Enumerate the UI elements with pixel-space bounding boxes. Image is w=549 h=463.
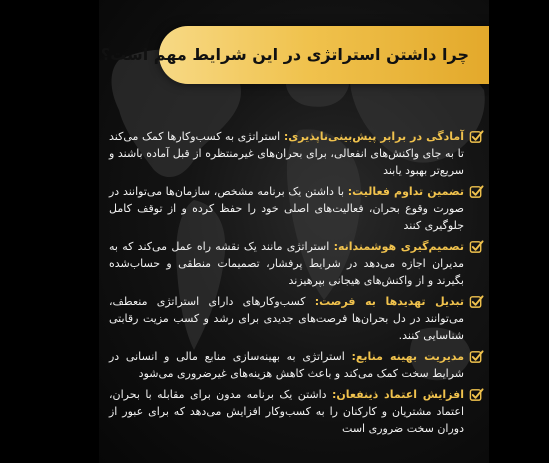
item-title: آمادگی در برابر پیش‌بینی‌ناپذیری: [283,130,464,143]
check-icon [469,387,484,402]
item-title: تبدیل تهدیدها به فرصت: [314,295,464,308]
infographic-card [99,0,489,463]
title-banner [100,26,489,84]
item-body: استراتژی مانند یک نقشه راه عمل می‌کند که به مدیران اجازه می‌دهد در شرایط پرفشار، تصمیمات منطقی و حساب‌شده بگیرند و از واکنش‌های هیجانی بپرهیزند [109,240,464,287]
list-item [109,386,484,437]
check-icon [469,184,484,199]
item-body: داشتن یک برنامه مدون برای مقابله با بحران، اعتماد مشتریان و کارکنان را به کسب‌وکار افزایش می‌دهد که برای عبور از دوران سخت ضروری است [109,388,464,435]
item-body: استراتژی به بهینه‌سازی منابع مالی و انسانی در شرایط سخت کمک می‌کند و باعث کاهش هزینه‌های غیرضروری می‌شود [109,350,464,380]
check-icon [469,129,484,144]
check-icon [469,294,484,309]
list-item [109,238,484,289]
item-title: افزایش اعتماد ذینفعان: [332,388,464,401]
item-body: کسب‌وکارهای دارای استراتژی منعطف، می‌توانند در دل بحران‌ها فرصت‌های جدیدی برای رشد و کسب مزیت رقابتی شناسایی کنند. [109,295,464,342]
list-item [109,348,484,382]
list-item [109,293,484,344]
list-item [109,183,484,234]
item-title: مدیریت بهینه منابع: [351,350,465,363]
check-icon [469,349,484,364]
check-icon [469,239,484,254]
item-title: تصمیم‌گیری هوشمندانه: [333,240,464,253]
page-title: چرا داشتن استراتژی در این شرایط مهم است؟ [100,45,469,64]
reasons-list [109,128,484,441]
item-body: استراتژی به کسب‌وکارها کمک می‌کند تا به جای واکنش‌های انفعالی، برای بحران‌های غیرمنتظره از قبل آماده باشند و سریع‌تر بهبود یابند [109,130,464,177]
item-body: با داشتن یک برنامه مشخص، سازمان‌ها می‌توانند در صورت وقوع بحران، فعالیت‌های اصلی خود را حفظ کرده و از توقف کامل جلوگیری کنند [109,185,464,232]
item-title: تضمین تداوم فعالیت: [347,185,464,198]
list-item [109,128,484,179]
